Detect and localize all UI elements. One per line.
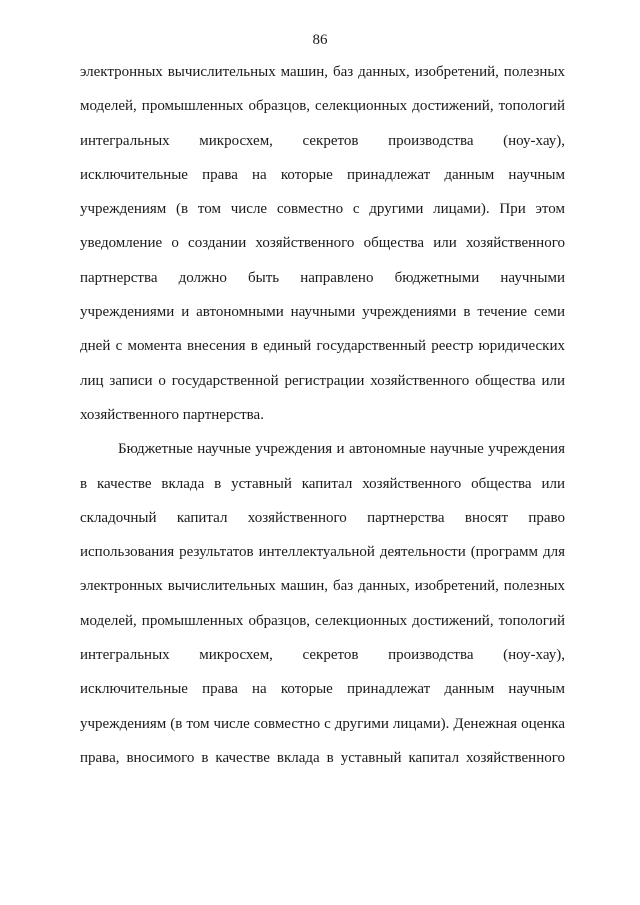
text-line: складочный капитал хозяйственного партнерства вносят право [80,509,565,526]
text-line: в качестве вклада в уставный капитал хозяйственного общества или [80,475,565,492]
text-line: исключительные права на которые принадлежат данным научным [80,166,565,183]
page-number: 86 [312,32,328,48]
text-line: моделей, промышленных образцов, селекционных достижений, топологий [80,98,565,115]
paragraph [80,62,565,425]
text-line: электронных вычислительных машин, баз данных, изобретений, полезных [80,578,565,595]
text-line: моделей, промышленных образцов, селекционных достижений, топологий [80,612,565,629]
text-line: хозяйственного партнерства. [80,406,264,423]
text-line: интегральных микросхем, секретов производства (ноу-хау), [80,647,565,664]
text-line: использования результатов интеллектуальной деятельности (программ для [80,544,565,561]
text-line: лиц записи о государственной регистрации хозяйственного общества или [80,372,565,389]
text-line: электронных вычислительных машин, баз данных, изобретений, полезных [80,64,565,80]
text-line: учреждениям (в том числе совместно с другими лицами). Денежная оценка [80,715,565,732]
text-line: интегральных микросхем, секретов производства (ноу-хау), [80,132,565,149]
text-line: уведомление о создании хозяйственного общества или хозяйственного [80,235,565,252]
paragraph [80,439,565,768]
document-body [80,62,565,782]
text-line: партнерства должно быть направлено бюджетными научными [80,269,565,286]
text-line: учреждениями и автономными научными учреждениями в течение семи [80,304,565,321]
text-line: учреждениям (в том числе совместно с другими лицами). При этом [80,201,565,218]
text-line: дней с момента внесения в единый государственный реестр юридических [80,338,565,355]
text-line: исключительные права на которые принадлежат данным научным [80,681,565,698]
text-line: Бюджетные научные учреждения и автономные научные учреждения [118,441,565,458]
text-line: права, вносимого в качестве вклада в уставный капитал хозяйственного [80,749,565,766]
